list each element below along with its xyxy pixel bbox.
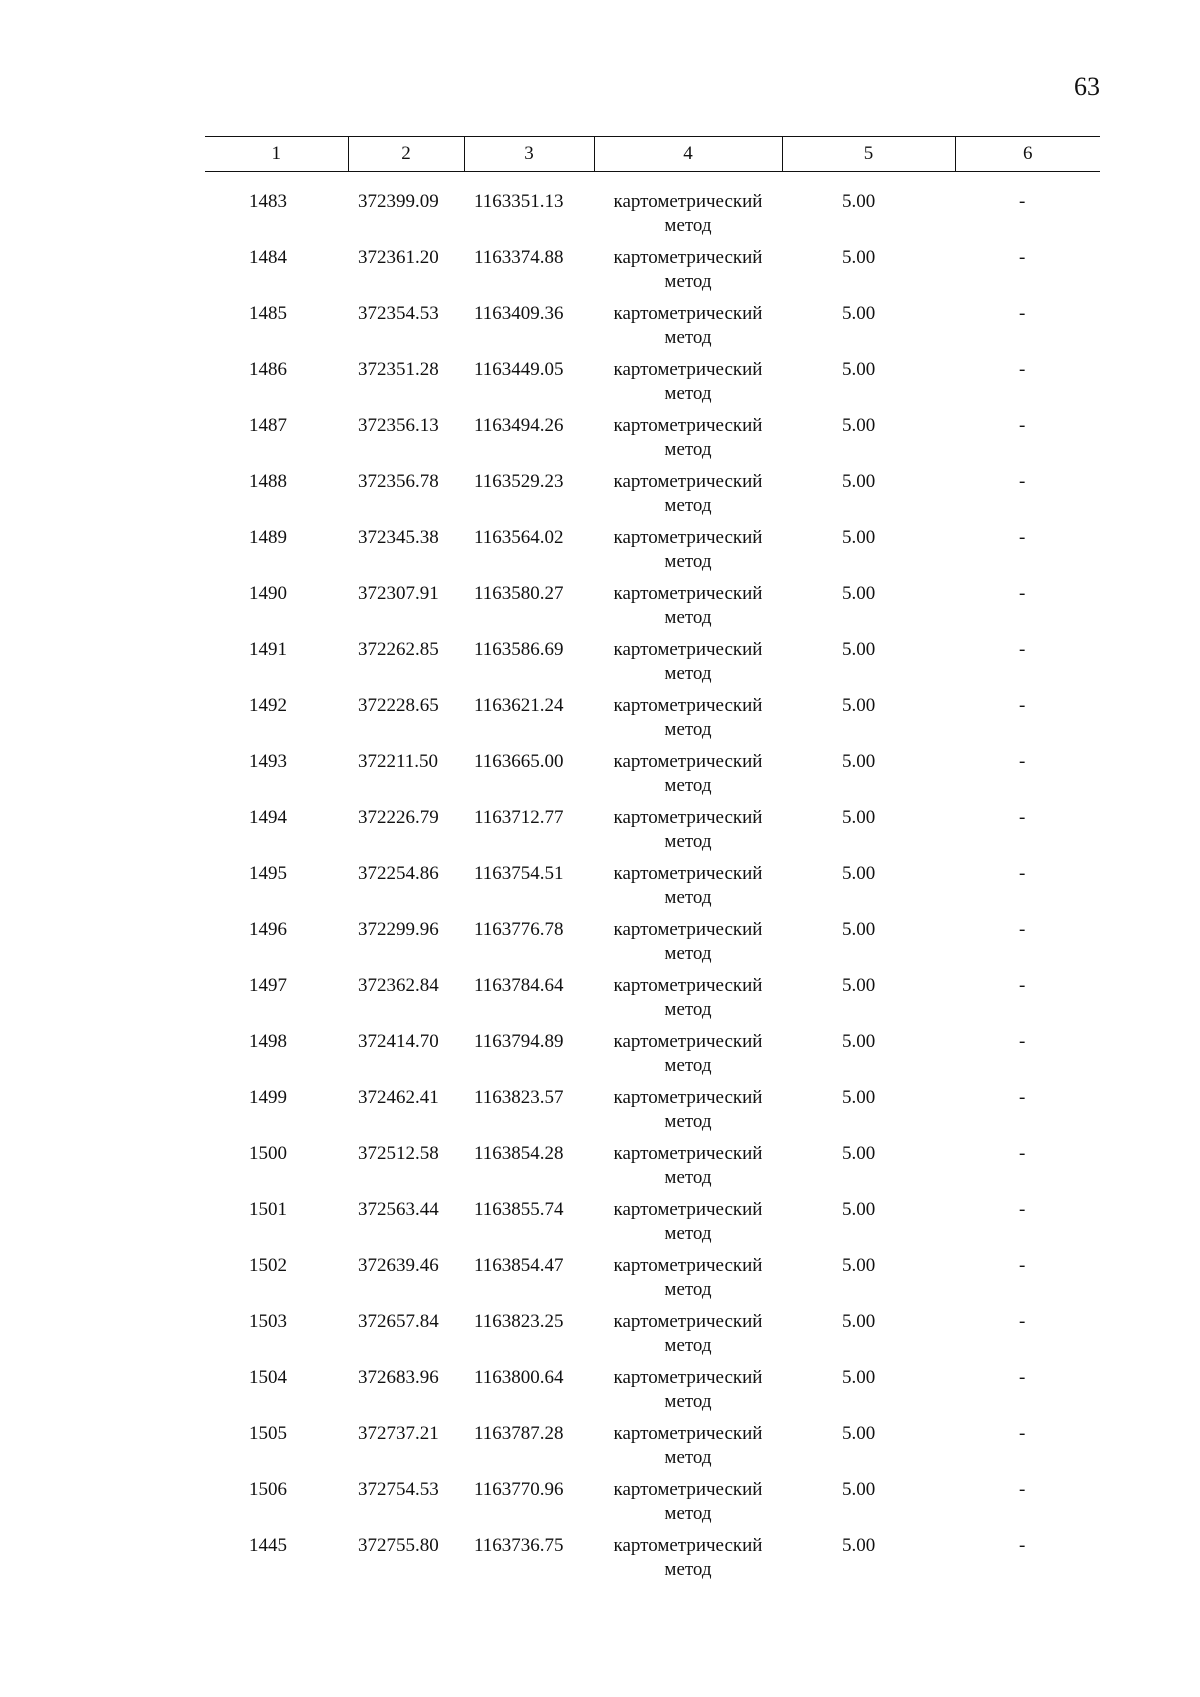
y-coordinate-cell: 1163712.77 — [474, 807, 564, 828]
y-coordinate-cell: 1163586.69 — [474, 639, 564, 660]
x-coordinate-cell: 372683.96 — [358, 1367, 439, 1388]
x-coordinate-cell: 372512.58 — [358, 1143, 439, 1164]
column-6-cell: - — [1019, 415, 1026, 436]
method-cell — [594, 414, 782, 470]
method-line-1: картометрический — [613, 303, 763, 324]
accuracy-cell: 5.00 — [842, 1535, 876, 1556]
method-line-1: картометрический — [613, 1031, 763, 1052]
method-cell — [594, 526, 782, 582]
x-coordinate-cell: 372345.38 — [358, 527, 439, 548]
x-coordinate-cell: 372262.85 — [358, 639, 439, 660]
y-coordinate-cell: 1163736.75 — [474, 1535, 564, 1556]
x-coordinate-cell: 372354.53 — [358, 303, 439, 324]
method-line-1: картометрический — [613, 1143, 763, 1164]
table-row — [205, 918, 1100, 974]
method-line-2: метод — [664, 1279, 712, 1300]
y-coordinate-cell: 1163494.26 — [474, 415, 564, 436]
x-coordinate-cell: 372754.53 — [358, 1479, 439, 1500]
table-header — [205, 137, 1100, 172]
accuracy-cell: 5.00 — [842, 1087, 876, 1108]
y-coordinate-cell: 1163787.28 — [474, 1423, 564, 1444]
y-coordinate-cell: 1163621.24 — [474, 695, 564, 716]
method-line-1: картометрический — [613, 247, 763, 268]
column-6-cell: - — [1019, 1311, 1026, 1332]
column-6-cell: - — [1019, 303, 1026, 324]
point-number-cell: 1502 — [249, 1255, 287, 1276]
column-6-cell: - — [1019, 1479, 1026, 1500]
method-cell — [594, 172, 782, 247]
method-line-1: картометрический — [613, 583, 763, 604]
x-coordinate-cell: 372737.21 — [358, 1423, 439, 1444]
column-6-cell: - — [1019, 247, 1026, 268]
accuracy-cell: 5.00 — [842, 1311, 876, 1332]
x-coordinate-cell: 372362.84 — [358, 975, 439, 996]
point-number-cell: 1492 — [249, 695, 287, 716]
point-number-cell: 1445 — [249, 1535, 287, 1556]
method-line-1: картометрический — [613, 471, 763, 492]
accuracy-cell: 5.00 — [842, 583, 876, 604]
method-cell — [594, 470, 782, 526]
method-line-1: картометрический — [613, 527, 763, 548]
x-coordinate-cell: 372299.96 — [358, 919, 439, 940]
method-line-2: метод — [664, 1223, 712, 1244]
method-line-1: картометрический — [613, 807, 763, 828]
column-6-cell: - — [1019, 1367, 1026, 1388]
x-coordinate-cell: 372414.70 — [358, 1031, 439, 1052]
method-line-1: картометрический — [613, 359, 763, 380]
method-line-2: метод — [664, 551, 712, 572]
method-line-1: картометрический — [613, 863, 763, 884]
method-line-1: картометрический — [613, 1367, 763, 1388]
table-row — [205, 302, 1100, 358]
point-number-cell: 1506 — [249, 1479, 287, 1500]
method-line-2: метод — [664, 607, 712, 628]
point-number-cell: 1483 — [249, 191, 287, 212]
column-6-cell: - — [1019, 807, 1026, 828]
method-cell — [594, 806, 782, 862]
point-number-cell: 1486 — [249, 359, 287, 380]
table-row — [205, 414, 1100, 470]
accuracy-cell: 5.00 — [842, 527, 876, 548]
column-6-cell: - — [1019, 1535, 1026, 1556]
method-line-1: картометрический — [613, 1311, 763, 1332]
column-6-cell: - — [1019, 1143, 1026, 1164]
table-row — [205, 694, 1100, 750]
x-coordinate-cell: 372356.78 — [358, 471, 439, 492]
point-number-cell: 1500 — [249, 1143, 287, 1164]
method-line-2: метод — [664, 271, 712, 292]
method-cell — [594, 1030, 782, 1086]
y-coordinate-cell: 1163449.05 — [474, 359, 564, 380]
method-line-1: картометрический — [613, 1423, 763, 1444]
column-6-cell: - — [1019, 919, 1026, 940]
x-coordinate-cell: 372254.86 — [358, 863, 439, 884]
y-coordinate-cell: 1163564.02 — [474, 527, 564, 548]
x-coordinate-cell: 372211.50 — [358, 751, 439, 772]
method-line-1: картометрический — [613, 1087, 763, 1108]
accuracy-cell: 5.00 — [842, 1479, 876, 1500]
table-row — [205, 1310, 1100, 1366]
y-coordinate-cell: 1163794.89 — [474, 1031, 564, 1052]
header-col-6: 6 — [955, 137, 1100, 172]
accuracy-cell: 5.00 — [842, 1367, 876, 1388]
column-6-cell: - — [1019, 695, 1026, 716]
y-coordinate-cell: 1163854.47 — [474, 1255, 564, 1276]
header-col-4: 4 — [594, 137, 782, 172]
x-coordinate-cell: 372399.09 — [358, 191, 439, 212]
method-line-1: картометрический — [613, 919, 763, 940]
y-coordinate-cell: 1163529.23 — [474, 471, 564, 492]
column-6-cell: - — [1019, 191, 1026, 212]
accuracy-cell: 5.00 — [842, 751, 876, 772]
table-row — [205, 246, 1100, 302]
header-col-2: 2 — [348, 137, 464, 172]
method-cell — [594, 1198, 782, 1254]
point-number-cell: 1493 — [249, 751, 287, 772]
point-number-cell: 1499 — [249, 1087, 287, 1108]
method-line-2: метод — [664, 1391, 712, 1412]
accuracy-cell: 5.00 — [842, 303, 876, 324]
table-row — [205, 1478, 1100, 1534]
x-coordinate-cell: 372639.46 — [358, 1255, 439, 1276]
coordinates-table-container — [205, 136, 1100, 1590]
column-6-cell: - — [1019, 975, 1026, 996]
method-cell — [594, 694, 782, 750]
x-coordinate-cell: 372657.84 — [358, 1311, 439, 1332]
method-line-2: метод — [664, 439, 712, 460]
point-number-cell: 1485 — [249, 303, 287, 324]
method-cell — [594, 862, 782, 918]
point-number-cell: 1484 — [249, 247, 287, 268]
table-row — [205, 806, 1100, 862]
table-row — [205, 1422, 1100, 1478]
y-coordinate-cell: 1163800.64 — [474, 1367, 564, 1388]
method-line-1: картометрический — [613, 415, 763, 436]
method-line-2: метод — [664, 663, 712, 684]
x-coordinate-cell: 372226.79 — [358, 807, 439, 828]
point-number-cell: 1495 — [249, 863, 287, 884]
table-row — [205, 1534, 1100, 1590]
method-line-1: картометрический — [613, 975, 763, 996]
y-coordinate-cell: 1163776.78 — [474, 919, 564, 940]
column-6-cell: - — [1019, 527, 1026, 548]
method-line-1: картометрический — [613, 751, 763, 772]
method-cell — [594, 638, 782, 694]
coordinates-table — [205, 136, 1100, 1590]
method-line-2: метод — [664, 327, 712, 348]
x-coordinate-cell: 372356.13 — [358, 415, 439, 436]
table-body — [205, 172, 1100, 1591]
column-6-cell: - — [1019, 639, 1026, 660]
method-cell — [594, 1310, 782, 1366]
y-coordinate-cell: 1163580.27 — [474, 583, 564, 604]
point-number-cell: 1501 — [249, 1199, 287, 1220]
method-cell — [594, 1366, 782, 1422]
method-line-2: метод — [664, 1447, 712, 1468]
y-coordinate-cell: 1163823.57 — [474, 1087, 564, 1108]
table-row — [205, 750, 1100, 806]
method-line-1: картометрический — [613, 191, 763, 212]
column-6-cell: - — [1019, 359, 1026, 380]
column-6-cell: - — [1019, 583, 1026, 604]
method-cell — [594, 1534, 782, 1590]
table-row — [205, 974, 1100, 1030]
accuracy-cell: 5.00 — [842, 807, 876, 828]
accuracy-cell: 5.00 — [842, 415, 876, 436]
method-cell — [594, 974, 782, 1030]
table-row — [205, 582, 1100, 638]
point-number-cell: 1494 — [249, 807, 287, 828]
method-line-1: картометрический — [613, 1535, 763, 1556]
method-line-2: метод — [664, 383, 712, 404]
table-row — [205, 358, 1100, 414]
y-coordinate-cell: 1163754.51 — [474, 863, 564, 884]
method-line-2: метод — [664, 943, 712, 964]
y-coordinate-cell: 1163855.74 — [474, 1199, 564, 1220]
method-cell — [594, 750, 782, 806]
column-6-cell: - — [1019, 1199, 1026, 1220]
y-coordinate-cell: 1163770.96 — [474, 1479, 564, 1500]
y-coordinate-cell: 1163374.88 — [474, 247, 564, 268]
method-line-2: метод — [664, 775, 712, 796]
table-row — [205, 1086, 1100, 1142]
method-line-2: метод — [664, 1503, 712, 1524]
table-row — [205, 1254, 1100, 1310]
point-number-cell: 1491 — [249, 639, 287, 660]
accuracy-cell: 5.00 — [842, 975, 876, 996]
column-6-cell: - — [1019, 1255, 1026, 1276]
point-number-cell: 1498 — [249, 1031, 287, 1052]
accuracy-cell: 5.00 — [842, 247, 876, 268]
table-row — [205, 862, 1100, 918]
y-coordinate-cell: 1163351.13 — [474, 191, 564, 212]
table-row — [205, 1198, 1100, 1254]
accuracy-cell: 5.00 — [842, 695, 876, 716]
accuracy-cell: 5.00 — [842, 1423, 876, 1444]
header-col-1: 1 — [205, 137, 348, 172]
y-coordinate-cell: 1163665.00 — [474, 751, 564, 772]
point-number-cell: 1505 — [249, 1423, 287, 1444]
method-line-2: метод — [664, 887, 712, 908]
method-cell — [594, 358, 782, 414]
method-line-1: картометрический — [613, 639, 763, 660]
method-cell — [594, 302, 782, 358]
y-coordinate-cell: 1163854.28 — [474, 1143, 564, 1164]
method-line-2: метод — [664, 495, 712, 516]
y-coordinate-cell: 1163409.36 — [474, 303, 564, 324]
x-coordinate-cell: 372228.65 — [358, 695, 439, 716]
method-line-2: метод — [664, 831, 712, 852]
method-cell — [594, 1422, 782, 1478]
point-number-cell: 1503 — [249, 1311, 287, 1332]
y-coordinate-cell: 1163823.25 — [474, 1311, 564, 1332]
point-number-cell: 1490 — [249, 583, 287, 604]
method-line-1: картометрический — [613, 1199, 763, 1220]
method-cell — [594, 582, 782, 638]
method-line-2: метод — [664, 719, 712, 740]
column-6-cell: - — [1019, 1423, 1026, 1444]
method-line-2: метод — [664, 215, 712, 236]
column-6-cell: - — [1019, 751, 1026, 772]
point-number-cell: 1488 — [249, 471, 287, 492]
point-number-cell: 1496 — [249, 919, 287, 940]
x-coordinate-cell: 372462.41 — [358, 1087, 439, 1108]
x-coordinate-cell: 372563.44 — [358, 1199, 439, 1220]
method-cell — [594, 1086, 782, 1142]
header-row — [205, 137, 1100, 172]
table-row — [205, 526, 1100, 582]
point-number-cell: 1504 — [249, 1367, 287, 1388]
method-line-1: картометрический — [613, 1255, 763, 1276]
method-line-1: картометрический — [613, 695, 763, 716]
method-line-1: картометрический — [613, 1479, 763, 1500]
method-cell — [594, 1254, 782, 1310]
table-row — [205, 470, 1100, 526]
method-line-2: метод — [664, 1055, 712, 1076]
method-line-2: метод — [664, 1335, 712, 1356]
page-number: 63 — [1074, 72, 1100, 101]
x-coordinate-cell: 372351.28 — [358, 359, 439, 380]
method-cell — [594, 246, 782, 302]
accuracy-cell: 5.00 — [842, 919, 876, 940]
accuracy-cell: 5.00 — [842, 639, 876, 660]
point-number-cell: 1489 — [249, 527, 287, 548]
column-6-cell: - — [1019, 471, 1026, 492]
table-row — [205, 1366, 1100, 1422]
accuracy-cell: 5.00 — [842, 863, 876, 884]
table-row — [205, 638, 1100, 694]
x-coordinate-cell: 372755.80 — [358, 1535, 439, 1556]
method-line-2: метод — [664, 1111, 712, 1132]
x-coordinate-cell: 372361.20 — [358, 247, 439, 268]
column-6-cell: - — [1019, 863, 1026, 884]
table-row — [205, 1142, 1100, 1198]
method-line-2: метод — [664, 1559, 712, 1580]
accuracy-cell: 5.00 — [842, 471, 876, 492]
accuracy-cell: 5.00 — [842, 191, 876, 212]
point-number-cell: 1497 — [249, 975, 287, 996]
column-6-cell: - — [1019, 1087, 1026, 1108]
accuracy-cell: 5.00 — [842, 359, 876, 380]
accuracy-cell: 5.00 — [842, 1143, 876, 1164]
method-cell — [594, 1142, 782, 1198]
table-row — [205, 172, 1100, 247]
accuracy-cell: 5.00 — [842, 1199, 876, 1220]
header-col-3: 3 — [464, 137, 594, 172]
method-cell — [594, 918, 782, 974]
x-coordinate-cell: 372307.91 — [358, 583, 439, 604]
method-cell — [594, 1478, 782, 1534]
method-line-2: метод — [664, 999, 712, 1020]
method-line-2: метод — [664, 1167, 712, 1188]
column-6-cell: - — [1019, 1031, 1026, 1052]
y-coordinate-cell: 1163784.64 — [474, 975, 564, 996]
accuracy-cell: 5.00 — [842, 1031, 876, 1052]
table-row — [205, 1030, 1100, 1086]
accuracy-cell: 5.00 — [842, 1255, 876, 1276]
point-number-cell: 1487 — [249, 415, 287, 436]
header-col-5: 5 — [782, 137, 955, 172]
